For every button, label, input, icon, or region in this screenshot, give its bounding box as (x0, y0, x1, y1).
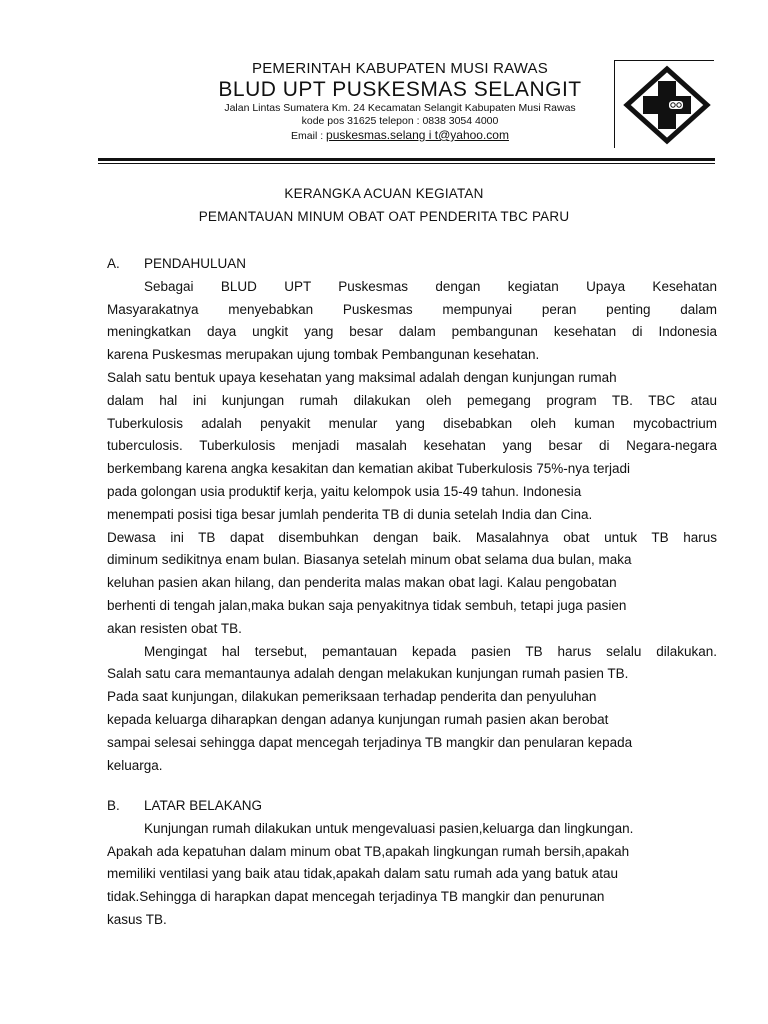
paragraph-line: kasus TB. (107, 911, 167, 927)
letterhead-rule-thick (98, 158, 715, 161)
letterhead-rule-thin (98, 163, 715, 164)
paragraph-line: Apakah ada kepatuhan dalam minum obat TB,apakah lingkungan rumah bersih,apakah (107, 843, 630, 859)
paragraph-line: Kunjungan rumah dilakukan untuk mengevaluasi pasien,keluarga dan lingkungan. (144, 820, 634, 836)
section-heading (107, 795, 717, 818)
puskesmas-logo (614, 60, 714, 148)
paragraph-line: tidak.Sehingga di harapkan dapat mencegah terjadinya TB mangkir dan penurunan (107, 889, 605, 905)
paragraph-line: sampai selesai sehingga dapat mencegah terjadinya TB mangkir dan penularan kepada (107, 734, 633, 750)
paragraph-line: keluarga. (107, 757, 163, 773)
paragraph-line: Masyarakatnya menyebabkan Puskesmas mempunyai peran penting dalam (107, 301, 717, 317)
paragraph-line: Salah satu bentuk upaya kesehatan yang maksimal adalah dengan kunjungan rumah (107, 369, 617, 385)
paragraph-line: Sebagai BLUD UPT Puskesmas dengan kegiatan Upaya Kesehatan (144, 278, 717, 294)
paragraph-line: Salah satu cara memantaunya adalah dengan melakukan kunjungan rumah pasien TB. (107, 666, 629, 682)
document-subtitle: PEMANTAUAN MINUM OBAT OAT PENDERITA TBC PARU (198, 209, 570, 224)
paragraph-line: memiliki ventilasi yang baik atau tidak,apakah dalam satu rumah ada yang batuk atau (107, 866, 619, 882)
letterhead-institution: BLUD UPT PUSKESMAS SELANGIT (218, 78, 582, 101)
paragraph-line: Mengingat hal tersebut, pemantauan kepada pasien TB harus selalu dilakukan. (144, 643, 717, 659)
letterhead-email-line (190, 128, 610, 143)
paragraph-line: Dewasa ini TB dapat disembuhkan dengan baik. Masalahnya obat untuk TB harus (107, 529, 717, 545)
paragraph-line: dalam hal ini kunjungan rumah dilakukan oleh pemegang program TB. TBC atau (107, 392, 717, 408)
section-letter: B. (107, 798, 120, 813)
section-pendahuluan (107, 253, 717, 777)
paragraph-line: berhenti di tengah jalan,maka bukan saja penyakitnya tidak sembuh, tetapi juga pasien (107, 597, 627, 613)
section-title: LATAR BELAKANG (144, 798, 263, 813)
paragraph-line: menempati posisi tiga besar jumlah penderita TB di dunia setelah India dan Cina. (107, 506, 593, 522)
section-heading (107, 253, 717, 276)
puskesmas-cross-icon (621, 65, 713, 145)
letterhead-contact: kode pos 31625 telepon : 0838 3054 4000 (301, 115, 499, 127)
email-link[interactable]: puskesmas.selang i t@yahoo.com (326, 128, 509, 142)
letterhead-address: Jalan Lintas Sumatera Km. 24 Kecamatan Selangit Kabupaten Musi Rawas (224, 102, 576, 114)
section-title: PENDAHULUAN (144, 256, 247, 271)
email-label: Email : (291, 130, 324, 142)
paragraph-line: kepada keluarga diharapkan dengan adanya kunjungan rumah pasien akan berobat (107, 711, 609, 727)
letterhead (190, 60, 610, 143)
section-latar-belakang (107, 795, 717, 932)
letterhead-government: PEMERINTAH KABUPATEN MUSI RAWAS (252, 60, 548, 77)
paragraph-line: Tuberkulosis adalah penyakit menular yang disebabkan oleh kuman mycobactrium (107, 415, 717, 431)
paragraph-line: Pada saat kunjungan, dilakukan pemeriksaan terhadap penderita dan penyuluhan (107, 689, 597, 705)
paragraph-line: pada golongan usia produktif kerja, yaitu kelompok usia 15-49 tahun. Indonesia (107, 483, 582, 499)
paragraph-line: berkembang karena angka kesakitan dan kematian akibat Tuberkulosis 75%-nya terjadi (107, 461, 631, 477)
paragraph-line: tuberculosis. Tuberkulosis menjadi masalah kesehatan yang besar di Negara-negara (107, 438, 717, 454)
section-letter: A. (107, 256, 120, 271)
document-title: KERANGKA ACUAN KEGIATAN (284, 186, 484, 201)
paragraph-line: karena Puskesmas merupakan ujung tombak Pembangunan kesehatan. (107, 347, 540, 363)
paragraph-line: keluhan pasien akan hilang, dan penderita malas makan obat lagi. Kalau pengobatan (107, 575, 617, 591)
paragraph-line: meningkatkan daya ungkit yang besar dalam pembangunan kesehatan di Indonesia (107, 324, 717, 340)
paragraph-line: diminum sedikitnya enam bulan. Biasanya setelah minum obat selama dua bulan, maka (107, 552, 632, 568)
paragraph-line: akan resisten obat TB. (107, 620, 242, 636)
